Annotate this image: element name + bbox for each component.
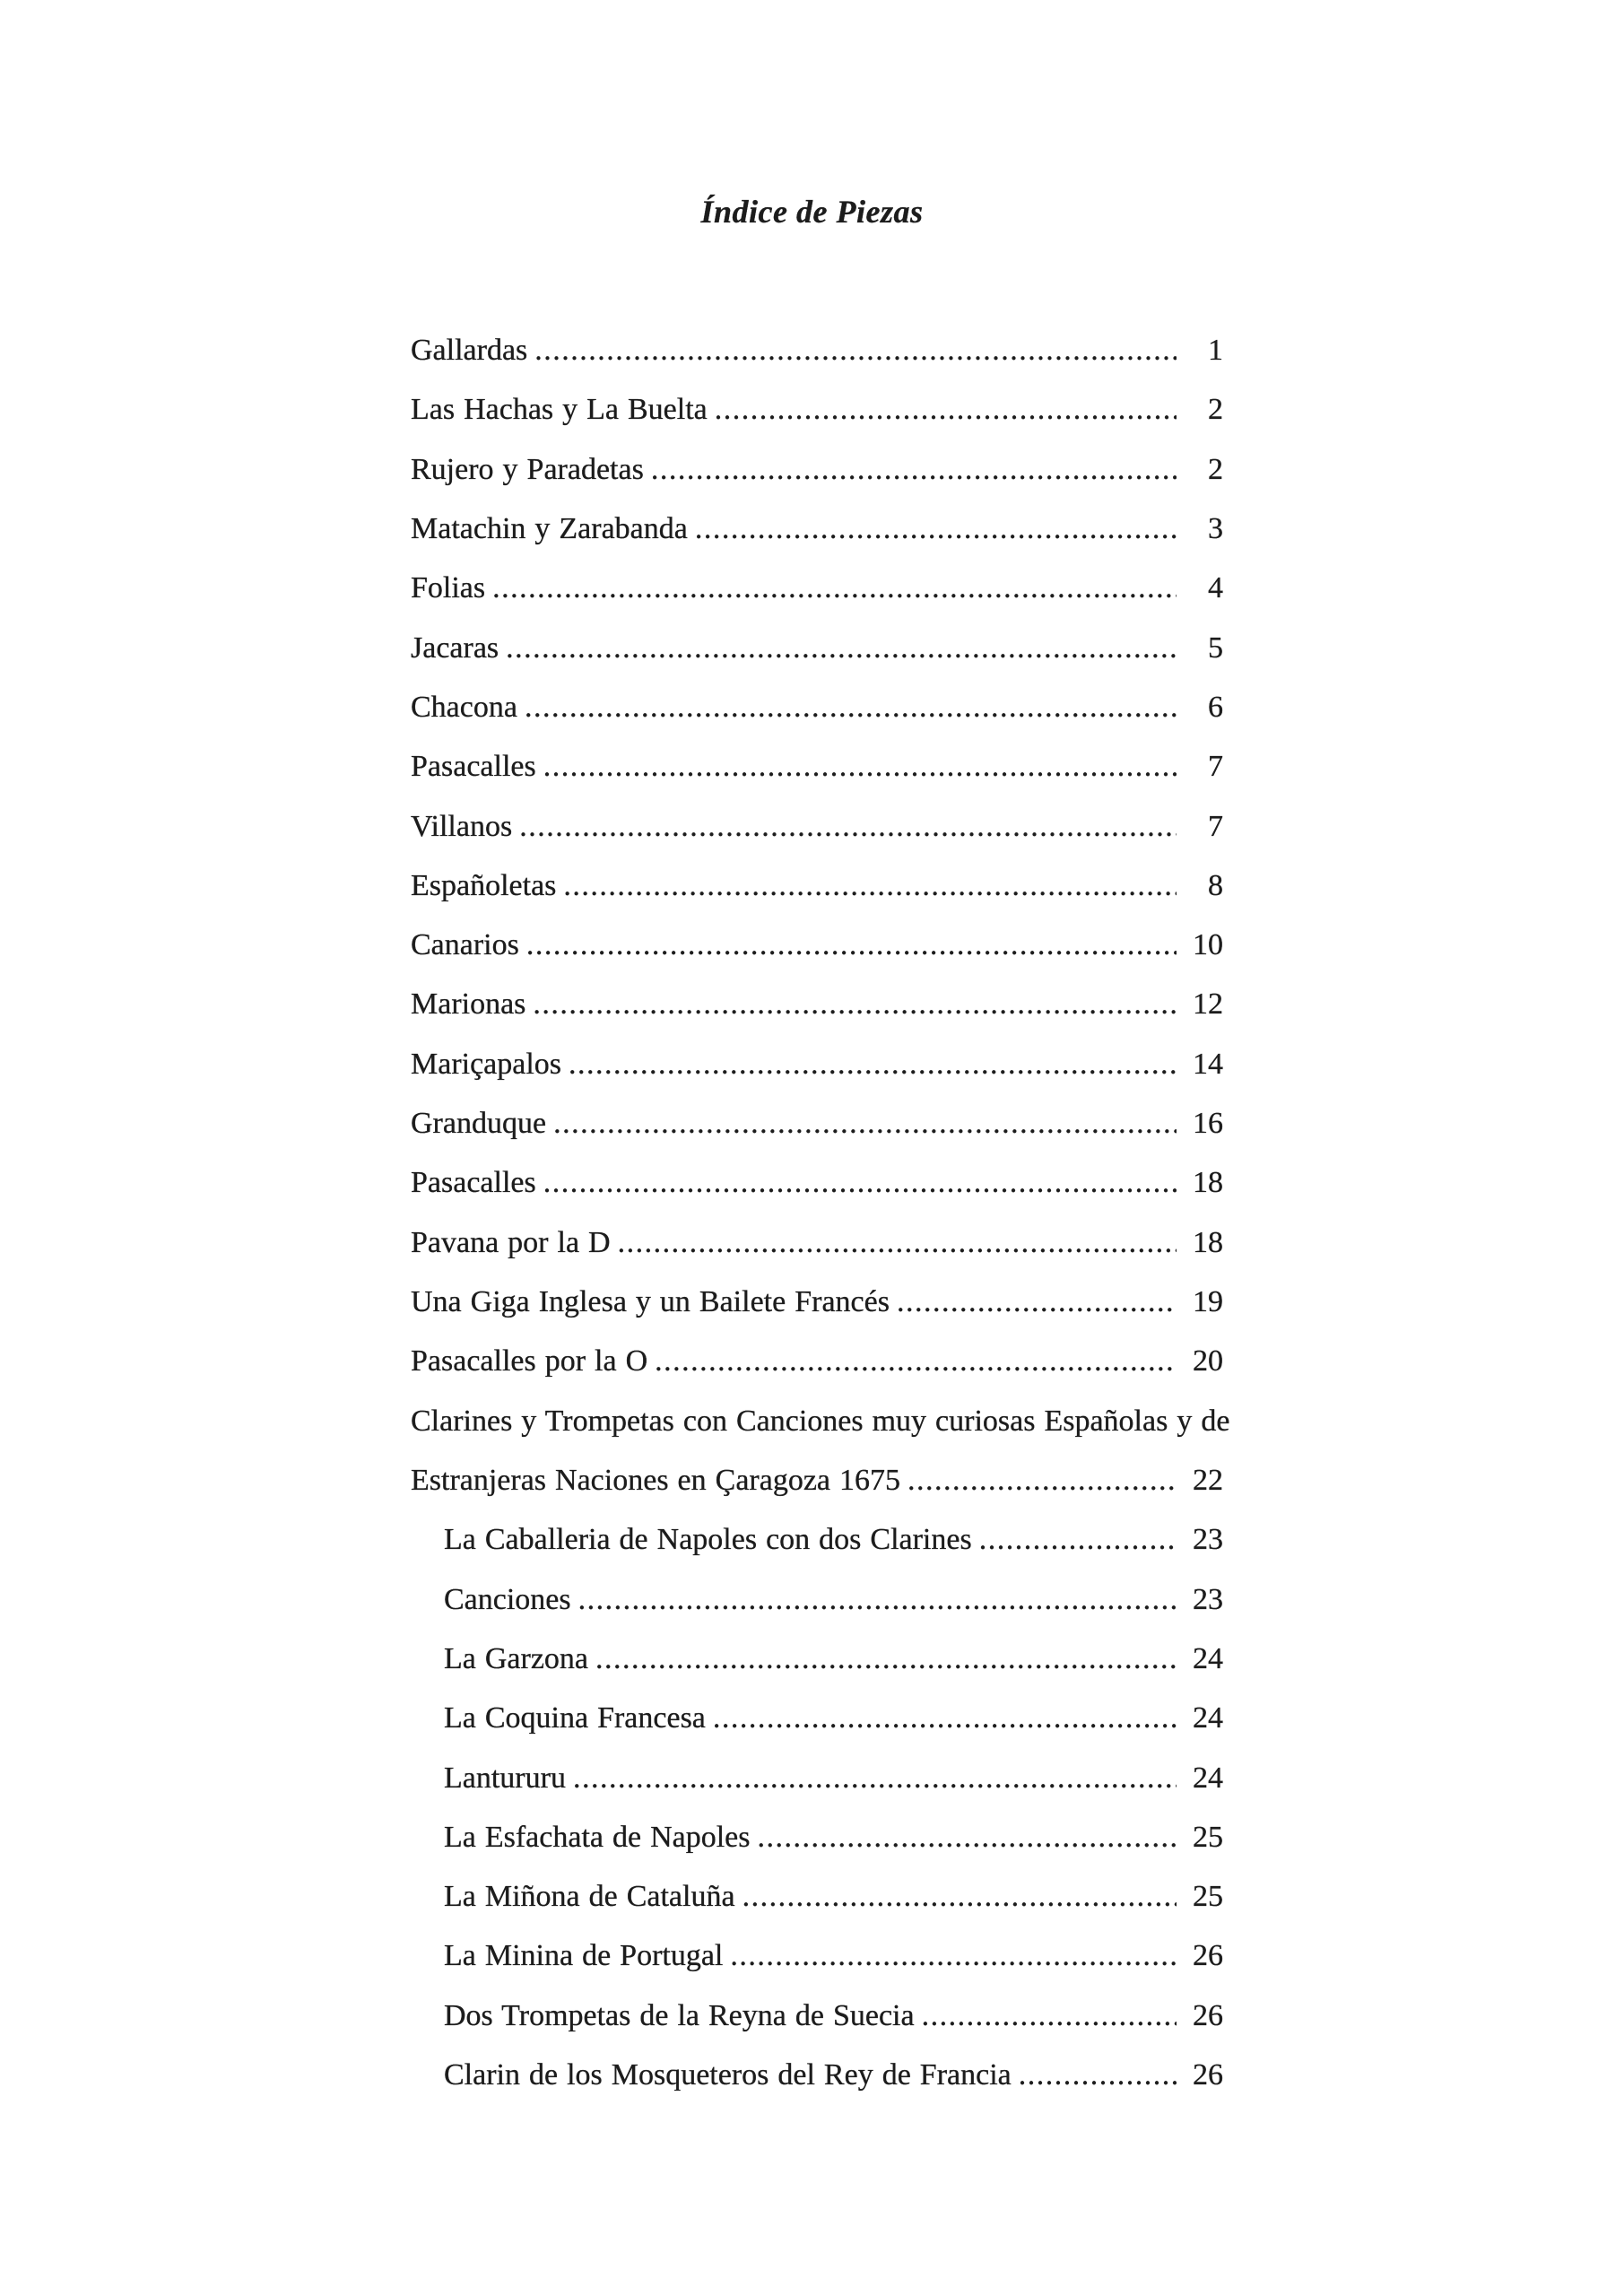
toc-entry-label: Una Giga Inglesa y un Bailete Francés — [411, 1285, 890, 1318]
toc-entry-page-number: 25 — [1193, 1880, 1223, 1914]
dot-leader — [553, 1094, 1177, 1153]
toc-entry — [411, 916, 1223, 975]
toc-entry-label: Canciones — [444, 1582, 571, 1616]
dot-leader — [1019, 2046, 1177, 2105]
toc-entry — [411, 1094, 1223, 1153]
toc-entry — [411, 678, 1223, 737]
toc-entry-page-number: 16 — [1193, 1107, 1223, 1141]
toc-entry — [411, 1273, 1223, 1332]
dot-leader — [534, 321, 1177, 380]
toc-entry-page-number: 12 — [1193, 987, 1223, 1022]
toc-entry-page-number: 18 — [1193, 1166, 1223, 1200]
dot-leader — [595, 1630, 1177, 1689]
dot-leader — [563, 857, 1177, 916]
toc-entry — [411, 559, 1223, 618]
dot-leader — [897, 1273, 1177, 1332]
toc-entry-page-number: 23 — [1193, 1523, 1223, 1557]
toc-entry-page-number: 5 — [1208, 631, 1223, 665]
toc-entry — [411, 737, 1223, 796]
toc-entry-page-number: 3 — [1208, 511, 1223, 545]
toc-entry-label: Pasacalles — [411, 1166, 536, 1200]
toc-entry-page-number: 6 — [1208, 690, 1223, 724]
dot-leader — [618, 1213, 1177, 1273]
toc-entry — [411, 1749, 1223, 1808]
toc-entry — [411, 1332, 1223, 1391]
dot-leader — [543, 1153, 1177, 1213]
toc-entry — [411, 797, 1223, 857]
dot-leader — [655, 1332, 1177, 1391]
dot-leader — [525, 678, 1177, 737]
toc-entry — [411, 619, 1223, 678]
toc-entry-page-number: 18 — [1193, 1225, 1223, 1259]
toc-entry-label: La Esfachata de Napoles — [444, 1820, 751, 1854]
toc-entry — [411, 1510, 1223, 1570]
toc-entry — [411, 1630, 1223, 1689]
page-title: Índice de Piezas — [700, 194, 924, 230]
toc-entry-page-number: 7 — [1208, 750, 1223, 784]
toc-entry — [411, 1035, 1223, 1094]
toc-entry-label: Villanos — [411, 809, 513, 843]
toc-entry-label: Clarin de los Mosqueteros del Rey de Francia — [444, 2058, 1012, 2092]
dot-leader — [695, 500, 1177, 559]
dot-leader — [758, 1808, 1177, 1867]
toc-entry-label: Pasacalles por la O — [411, 1344, 648, 1378]
toc-entry-page-number: 25 — [1193, 1820, 1223, 1854]
toc-entry — [411, 1451, 1223, 1510]
toc-entry-label: Canarios — [411, 928, 519, 962]
toc-entry — [411, 440, 1223, 500]
toc-entry-label: La Miñona de Cataluña — [444, 1880, 735, 1914]
toc-entry — [411, 1926, 1223, 1986]
toc-entry — [411, 321, 1223, 380]
toc-entry-label: Lantururu — [444, 1761, 566, 1795]
toc-entry-page-number: 24 — [1193, 1761, 1223, 1795]
toc-entry-label: Marionas — [411, 987, 526, 1022]
toc-entry — [411, 1808, 1223, 1867]
toc-entry-label: Matachin y Zarabanda — [411, 511, 688, 545]
toc-entry-label: Las Hachas y La Buelta — [411, 393, 708, 427]
toc-entry-label: Estranjeras Naciones en Çaragoza 1675 — [411, 1463, 900, 1497]
toc-entry-label: Pasacalles — [411, 750, 536, 784]
dot-leader — [730, 1926, 1177, 1986]
toc-entry-page-number: 7 — [1208, 809, 1223, 843]
toc-entry — [411, 1689, 1223, 1748]
toc-entry-page-number: 2 — [1208, 452, 1223, 486]
toc-entry-page-number: 26 — [1193, 2058, 1223, 2092]
dot-leader — [492, 559, 1177, 618]
toc-entry-page-number: 24 — [1193, 1701, 1223, 1735]
toc-entry-label: Españoletas — [411, 868, 557, 902]
dot-leader — [651, 440, 1177, 500]
toc-entry-label: La Coquina Francesa — [444, 1701, 706, 1735]
toc-entry-label: Rujero y Paradetas — [411, 452, 644, 486]
toc-entry-page-number: 26 — [1193, 1939, 1223, 1973]
toc-entry-label: La Minina de Portugal — [444, 1939, 724, 1973]
toc-entry-page-number: 19 — [1193, 1285, 1223, 1318]
toc-entry-page-number: 4 — [1208, 571, 1223, 605]
toc-entry-label: Gallardas — [411, 334, 528, 367]
toc-entry — [411, 1867, 1223, 1926]
dot-leader — [908, 1451, 1177, 1510]
toc-entry-page-number: 20 — [1193, 1344, 1223, 1378]
dot-leader — [979, 1510, 1177, 1570]
dot-leader — [573, 1749, 1177, 1808]
dot-leader — [715, 380, 1177, 439]
toc-entry-page-number: 10 — [1193, 928, 1223, 962]
toc-entry-page-number: 14 — [1193, 1047, 1223, 1081]
toc-entry-page-number: 22 — [1193, 1463, 1223, 1497]
toc-entry-page-number: 24 — [1193, 1641, 1223, 1675]
dot-leader — [569, 1035, 1177, 1094]
toc-entry-label: Granduque — [411, 1107, 547, 1141]
toc-entry — [411, 857, 1223, 916]
toc-entry-page-number: 23 — [1193, 1582, 1223, 1616]
toc-entry — [411, 1570, 1223, 1630]
toc-entry-page-number: 26 — [1193, 1998, 1223, 2032]
toc-entry — [411, 500, 1223, 559]
toc-entry — [411, 2046, 1223, 2105]
toc-entry — [411, 380, 1223, 439]
toc-entry-label: Folias — [411, 571, 486, 605]
dot-leader — [713, 1689, 1177, 1748]
toc-entry — [411, 1392, 1230, 1451]
toc-entry — [411, 975, 1223, 1034]
dot-leader — [506, 619, 1177, 678]
toc-entry — [411, 1153, 1223, 1213]
toc-entry-label: Mariçapalos — [411, 1047, 562, 1081]
table-of-contents — [411, 321, 1230, 2105]
toc-entry-page-number: 2 — [1208, 393, 1223, 427]
toc-entry — [411, 1213, 1223, 1273]
toc-entry-label: La Caballeria de Napoles con dos Clarines — [444, 1523, 972, 1557]
dot-leader — [743, 1867, 1177, 1926]
toc-entry-label: Clarines y Trompetas con Canciones muy curiosas Españolas y de — [411, 1404, 1230, 1438]
toc-entry-page-number: 1 — [1208, 334, 1223, 367]
toc-entry-page-number: 8 — [1208, 868, 1223, 902]
toc-entry-label: La Garzona — [444, 1641, 589, 1675]
dot-leader — [519, 797, 1177, 857]
dot-leader — [533, 975, 1177, 1034]
dot-leader — [922, 1987, 1177, 2046]
toc-entry-label: Chacona — [411, 690, 517, 724]
toc-entry-label: Jacaras — [411, 631, 499, 665]
dot-leader — [526, 916, 1177, 975]
toc-entry-label: Pavana por la D — [411, 1225, 611, 1259]
dot-leader — [578, 1570, 1177, 1630]
dot-leader — [543, 737, 1177, 796]
toc-entry-label: Dos Trompetas de la Reyna de Suecia — [444, 1998, 915, 2032]
toc-entry — [411, 1987, 1223, 2046]
